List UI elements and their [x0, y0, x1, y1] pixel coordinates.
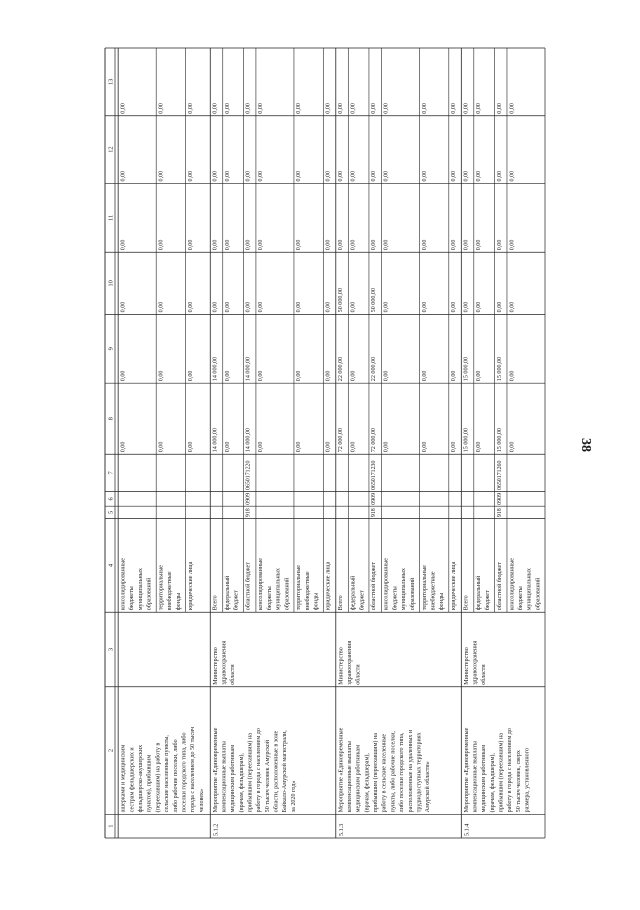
amount-value: 0,00: [120, 103, 127, 114]
amount-value: 0,00: [187, 170, 194, 182]
amount-value: 0,00: [212, 239, 219, 251]
amount-value: 72 000,00: [371, 427, 378, 453]
row-executor-line: области: [481, 664, 488, 685]
source-name-line: Всего: [463, 595, 470, 611]
amount-value: 0,00: [225, 301, 232, 313]
source-name-line: консолидированные: [509, 558, 516, 611]
budget-code: 0650171230: [371, 460, 378, 491]
amount-value: 0,00: [383, 239, 390, 251]
amount-value: 0,00: [325, 239, 332, 251]
column-number-8: 8: [107, 417, 115, 421]
amount-value: 0,00: [296, 103, 303, 114]
row-title-line: компенсационные выплаты: [346, 741, 353, 813]
amount-value: 0,00: [225, 170, 232, 182]
row-executor-line: области: [230, 664, 237, 685]
amount-value: 0,00: [258, 370, 265, 382]
source-name-line: областной бюджет: [371, 562, 378, 611]
source-name-line: юридические лица: [187, 561, 194, 611]
budget-code: 0909: [496, 492, 503, 505]
amount-value: 0,00: [187, 441, 194, 453]
row-title-line: расположенные на удаленных и: [407, 729, 414, 813]
source-name-line: бюджет: [484, 590, 491, 611]
amount-value: 0,00: [383, 301, 390, 313]
amount-value: 0,00: [158, 441, 165, 453]
amount-value: 0,00: [158, 301, 165, 313]
row-executor-line: Министерство: [212, 647, 219, 685]
amount-value: 0,00: [158, 103, 165, 114]
source-name-line: внебюджетные: [430, 571, 437, 611]
source-name-line: консолидированные: [120, 558, 127, 611]
page-number: 38: [578, 438, 593, 452]
source-name-line: внебюджетные: [167, 571, 174, 611]
row-title-line: сестрам фельдшерских и: [129, 747, 136, 813]
amount-value: 0,00: [245, 239, 252, 251]
amount-value: 0,00: [509, 103, 516, 114]
amount-value: 0,00: [451, 441, 458, 453]
row-title-line: фельдшерско-акушерских: [138, 744, 145, 813]
source-name-line: консолидированные: [383, 558, 390, 611]
amount-value: 0,00: [476, 103, 483, 114]
source-name-line: Всего: [338, 595, 345, 611]
amount-value: 0,00: [225, 370, 232, 382]
row-title-line: за 2020 год»: [290, 780, 297, 813]
source-name-line: федеральный: [476, 575, 483, 611]
amount-value: 0,00: [258, 239, 265, 251]
amount-value: 0,00: [212, 170, 219, 182]
source-name-line: консолидированные: [258, 558, 265, 611]
row-title-line: сельские населенные пункты,: [164, 735, 171, 813]
amount-value: 22 000,00: [371, 356, 378, 382]
amount-value: 0,00: [371, 103, 378, 114]
row-title-line: области, расположенные в зоне: [273, 730, 280, 813]
amount-value: 0,00: [258, 441, 265, 453]
amount-value: 0,00: [476, 370, 483, 382]
row-title-line: компенсационные выплаты: [221, 741, 228, 813]
amount-value: 0,00: [463, 239, 470, 251]
amount-value: 0,00: [421, 239, 428, 251]
row-title-line: работу в сельские населенные: [381, 733, 388, 813]
amount-value: 0,00: [350, 441, 357, 453]
row-title-line: работу в города с населением до: [507, 728, 514, 813]
amount-value: 0,00: [120, 301, 127, 313]
source-name-line: фонды: [439, 592, 446, 611]
amount-value: 0,00: [296, 301, 303, 313]
budget-code: 0909: [245, 492, 252, 505]
amount-value: 15 000,00: [463, 356, 470, 382]
amount-value: 0,00: [212, 103, 219, 114]
amount-value: 0,00: [371, 170, 378, 182]
amount-value: 14 000,00: [245, 356, 252, 382]
amount-value: 0,00: [509, 239, 516, 251]
amount-value: 0,00: [120, 441, 127, 453]
row-title-line: либо поселки городского типа,: [399, 732, 406, 813]
row-executor-line: здравоохранения: [346, 640, 353, 685]
source-name-line: фонды: [313, 592, 320, 611]
amount-value: 0,00: [421, 370, 428, 382]
amount-value: 0,00: [212, 301, 219, 313]
source-name-line: образований: [284, 577, 291, 611]
amount-value: 0,00: [187, 239, 194, 251]
amount-value: 0,00: [338, 239, 345, 251]
budget-code: 918: [245, 508, 252, 518]
amount-value: 0,00: [245, 301, 252, 313]
amount-value: 0,00: [225, 239, 232, 251]
row-title-line: пунктов), прибывшим: [146, 754, 153, 813]
amount-value: 0,00: [509, 170, 516, 182]
amount-value: 0,00: [325, 170, 332, 182]
amount-value: 0,00: [245, 103, 252, 114]
amount-value: 0,00: [350, 301, 357, 313]
row-title-line: размера, установленного: [524, 747, 531, 813]
row-number: 5.1.4: [463, 823, 471, 836]
amount-value: 0,00: [421, 103, 428, 114]
row-executor-line: Министерство: [463, 647, 470, 685]
amount-value: 0,00: [476, 441, 483, 453]
amount-value: 0,00: [338, 103, 345, 114]
amount-value: 0,00: [476, 170, 483, 182]
amount-value: 0,00: [421, 301, 428, 313]
amount-value: 0,00: [509, 301, 516, 313]
amount-value: 0,00: [383, 103, 390, 114]
amount-value: 14 000,00: [212, 427, 219, 453]
amount-value: 0,00: [463, 170, 470, 182]
row-title-line: человек»: [198, 788, 205, 813]
source-name-line: территориальные: [158, 564, 165, 611]
row-title-line: компенсационные выплаты: [472, 741, 479, 813]
column-number-11: 11: [107, 214, 115, 221]
amount-value: 50 000,00: [371, 287, 378, 313]
column-number-10: 10: [107, 280, 115, 287]
budget-code: 918: [496, 508, 503, 518]
row-title-line: 50 тысяч человек Амурской: [264, 739, 271, 813]
source-name-line: бюджеты: [392, 586, 399, 611]
amount-value: 0,00: [325, 103, 332, 114]
source-name-line: муниципальных: [137, 568, 144, 611]
source-name-line: образований: [535, 577, 542, 611]
amount-value: 0,00: [325, 301, 332, 313]
amount-value: 0,00: [296, 441, 303, 453]
amount-value: 0,00: [296, 170, 303, 182]
row-title-line: пункты, либо рабочие поселки,: [390, 731, 397, 813]
amount-value: 0,00: [496, 170, 503, 182]
row-executor-line: Министерство: [338, 647, 345, 685]
amount-value: 15 000,00: [496, 427, 503, 453]
amount-value: 0,00: [421, 170, 428, 182]
row-title-line: прибывшим (переехавшим) на: [247, 733, 254, 813]
amount-value: 0,00: [258, 170, 265, 182]
row-title-line: медицинским работникам: [481, 744, 488, 813]
amount-value: 0,00: [258, 103, 265, 114]
amount-value: 0,00: [187, 370, 194, 382]
amount-value: 0,00: [338, 170, 345, 182]
row-title-line: Мероприятие «Единовременные: [212, 727, 219, 813]
budget-code: 918: [371, 508, 378, 518]
column-number-1: 1: [107, 824, 115, 828]
row-executor-line: области: [355, 664, 362, 685]
row-number: 5.1.3: [337, 823, 345, 836]
amount-value: 0,00: [258, 301, 265, 313]
amount-value: 0,00: [245, 170, 252, 182]
budget-code: 0650171220: [245, 460, 252, 491]
row-executor-line: здравоохранения: [472, 640, 479, 685]
column-number-3: 3: [107, 647, 115, 652]
source-name-line: областной бюджет: [496, 562, 503, 611]
amount-value: 0,00: [350, 170, 357, 182]
source-name-line: бюджеты: [129, 586, 136, 611]
amount-value: 0,00: [120, 370, 127, 382]
amount-value: 0,00: [158, 370, 165, 382]
amount-value: 0,00: [383, 370, 390, 382]
amount-value: 14 000,00: [212, 356, 219, 382]
source-name-line: образований: [146, 577, 153, 611]
row-title-line: Мероприятие «Единовременные: [463, 727, 470, 813]
amount-value: 0,00: [463, 301, 470, 313]
amount-value: 72 000,00: [338, 427, 345, 453]
amount-value: 0,00: [463, 103, 470, 114]
column-number-13: 13: [107, 78, 115, 86]
source-name-line: территориальные: [296, 564, 303, 611]
amount-value: 0,00: [451, 370, 458, 382]
source-name-line: муниципальных: [401, 568, 408, 611]
amount-value: 0,00: [451, 239, 458, 251]
amount-value: 0,00: [120, 239, 127, 251]
row-title-line: труднодоступных территориях: [416, 732, 423, 813]
source-name-line: территориальные: [421, 564, 428, 611]
amount-value: 0,00: [350, 239, 357, 251]
amount-value: 0,00: [187, 301, 194, 313]
amount-value: 0,00: [296, 370, 303, 382]
source-name-line: бюджеты: [266, 586, 273, 611]
amount-value: 0,00: [496, 301, 503, 313]
row-title-line: медицинским работникам: [230, 744, 237, 813]
amount-value: 0,00: [509, 441, 516, 453]
row-title-line: либо рабочие поселки, либо: [172, 739, 179, 813]
column-number-9: 9: [107, 347, 115, 351]
amount-value: 0,00: [496, 103, 503, 114]
row-title-line: медицинским работникам: [355, 744, 362, 813]
budget-code: 0650171260: [496, 460, 503, 491]
row-title-line: Мероприятие «Единовременные: [338, 727, 345, 813]
amount-value: 0,00: [187, 103, 194, 114]
source-name-line: образований: [409, 577, 416, 611]
row-title-line: 50 тысяч человек, сверх: [515, 750, 522, 813]
column-number-2: 2: [107, 748, 115, 753]
source-name-line: федеральный: [350, 575, 357, 611]
amount-value: 0,00: [476, 301, 483, 313]
source-name-line: областной бюджет: [245, 562, 252, 611]
amount-value: 0,00: [325, 370, 332, 382]
row-title-line: прибывшим (переехавшим) на: [373, 733, 380, 813]
amount-value: 0,00: [421, 441, 428, 453]
column-number-12: 12: [107, 146, 115, 153]
amount-value: 0,00: [371, 239, 378, 251]
source-name-line: внебюджетные: [304, 571, 311, 611]
source-name-line: муниципальных: [275, 568, 282, 611]
amount-value: 0,00: [158, 170, 165, 182]
row-title-line: Байкало-Амурской магистрали,: [282, 730, 289, 813]
source-name-line: Всего: [212, 595, 219, 611]
amount-value: 15 000,00: [496, 356, 503, 382]
amount-value: 0,00: [383, 170, 390, 182]
amount-value: 0,00: [350, 370, 357, 382]
row-title-line: (переехавшим) на работу в: [155, 742, 162, 813]
source-name-line: муниципальных: [526, 568, 533, 611]
amount-value: 0,00: [296, 239, 303, 251]
source-name-line: бюджет: [359, 590, 366, 611]
amount-value: 0,00: [509, 370, 516, 382]
row-title-line: (врачам, фельдшерам),: [364, 753, 371, 813]
amount-value: 0,00: [225, 103, 232, 114]
amount-value: 0,00: [476, 239, 483, 251]
amount-value: 0,00: [451, 103, 458, 114]
source-name-line: федеральный: [225, 575, 232, 611]
row-title-line: работу в города с населением до: [256, 728, 263, 813]
row-title-line: (врачам, фельдшерам),: [489, 753, 496, 813]
amount-value: 0,00: [120, 170, 127, 182]
row-title-line: Амурской области»: [425, 761, 432, 813]
amount-value: 0,00: [158, 239, 165, 251]
amount-value: 22 000,00: [338, 356, 345, 382]
source-name-line: юридические лица: [325, 561, 332, 611]
amount-value: 0,00: [451, 170, 458, 182]
row-title-line: ашерками и медицинским: [120, 744, 127, 813]
amount-value: 15 000,00: [463, 427, 470, 453]
budget-code: 0909: [371, 492, 378, 505]
row-number: 5.1.2: [212, 823, 220, 836]
column-number-7: 7: [107, 471, 115, 475]
amount-value: 0,00: [496, 239, 503, 251]
column-number-5: 5: [107, 510, 115, 515]
row-executor-line: здравоохранения: [221, 640, 228, 685]
source-name-line: юридические лица: [451, 561, 458, 611]
source-name-line: фонды: [175, 592, 182, 611]
amount-value: 0,00: [451, 301, 458, 313]
column-number-6: 6: [107, 497, 115, 501]
row-title-line: прибывшим (переехавшим) на: [498, 733, 505, 813]
amount-value: 50 000,00: [338, 287, 345, 313]
amount-value: 0,00: [325, 441, 332, 453]
amount-value: 0,00: [225, 441, 232, 453]
column-number-4: 4: [107, 563, 115, 568]
table-frame: [105, 48, 545, 838]
row-title-line: города с населением до 50 тысяч: [190, 727, 197, 813]
amount-value: 14 000,00: [245, 427, 252, 453]
row-title-line: поселки городского типа, либо: [181, 732, 188, 813]
row-title-line: (врачам, фельдшерам),: [238, 753, 245, 813]
amount-value: 0,00: [350, 103, 357, 114]
source-name-line: бюджеты: [517, 586, 524, 611]
amount-value: 0,00: [383, 441, 390, 453]
source-name-line: бюджет: [233, 590, 240, 611]
